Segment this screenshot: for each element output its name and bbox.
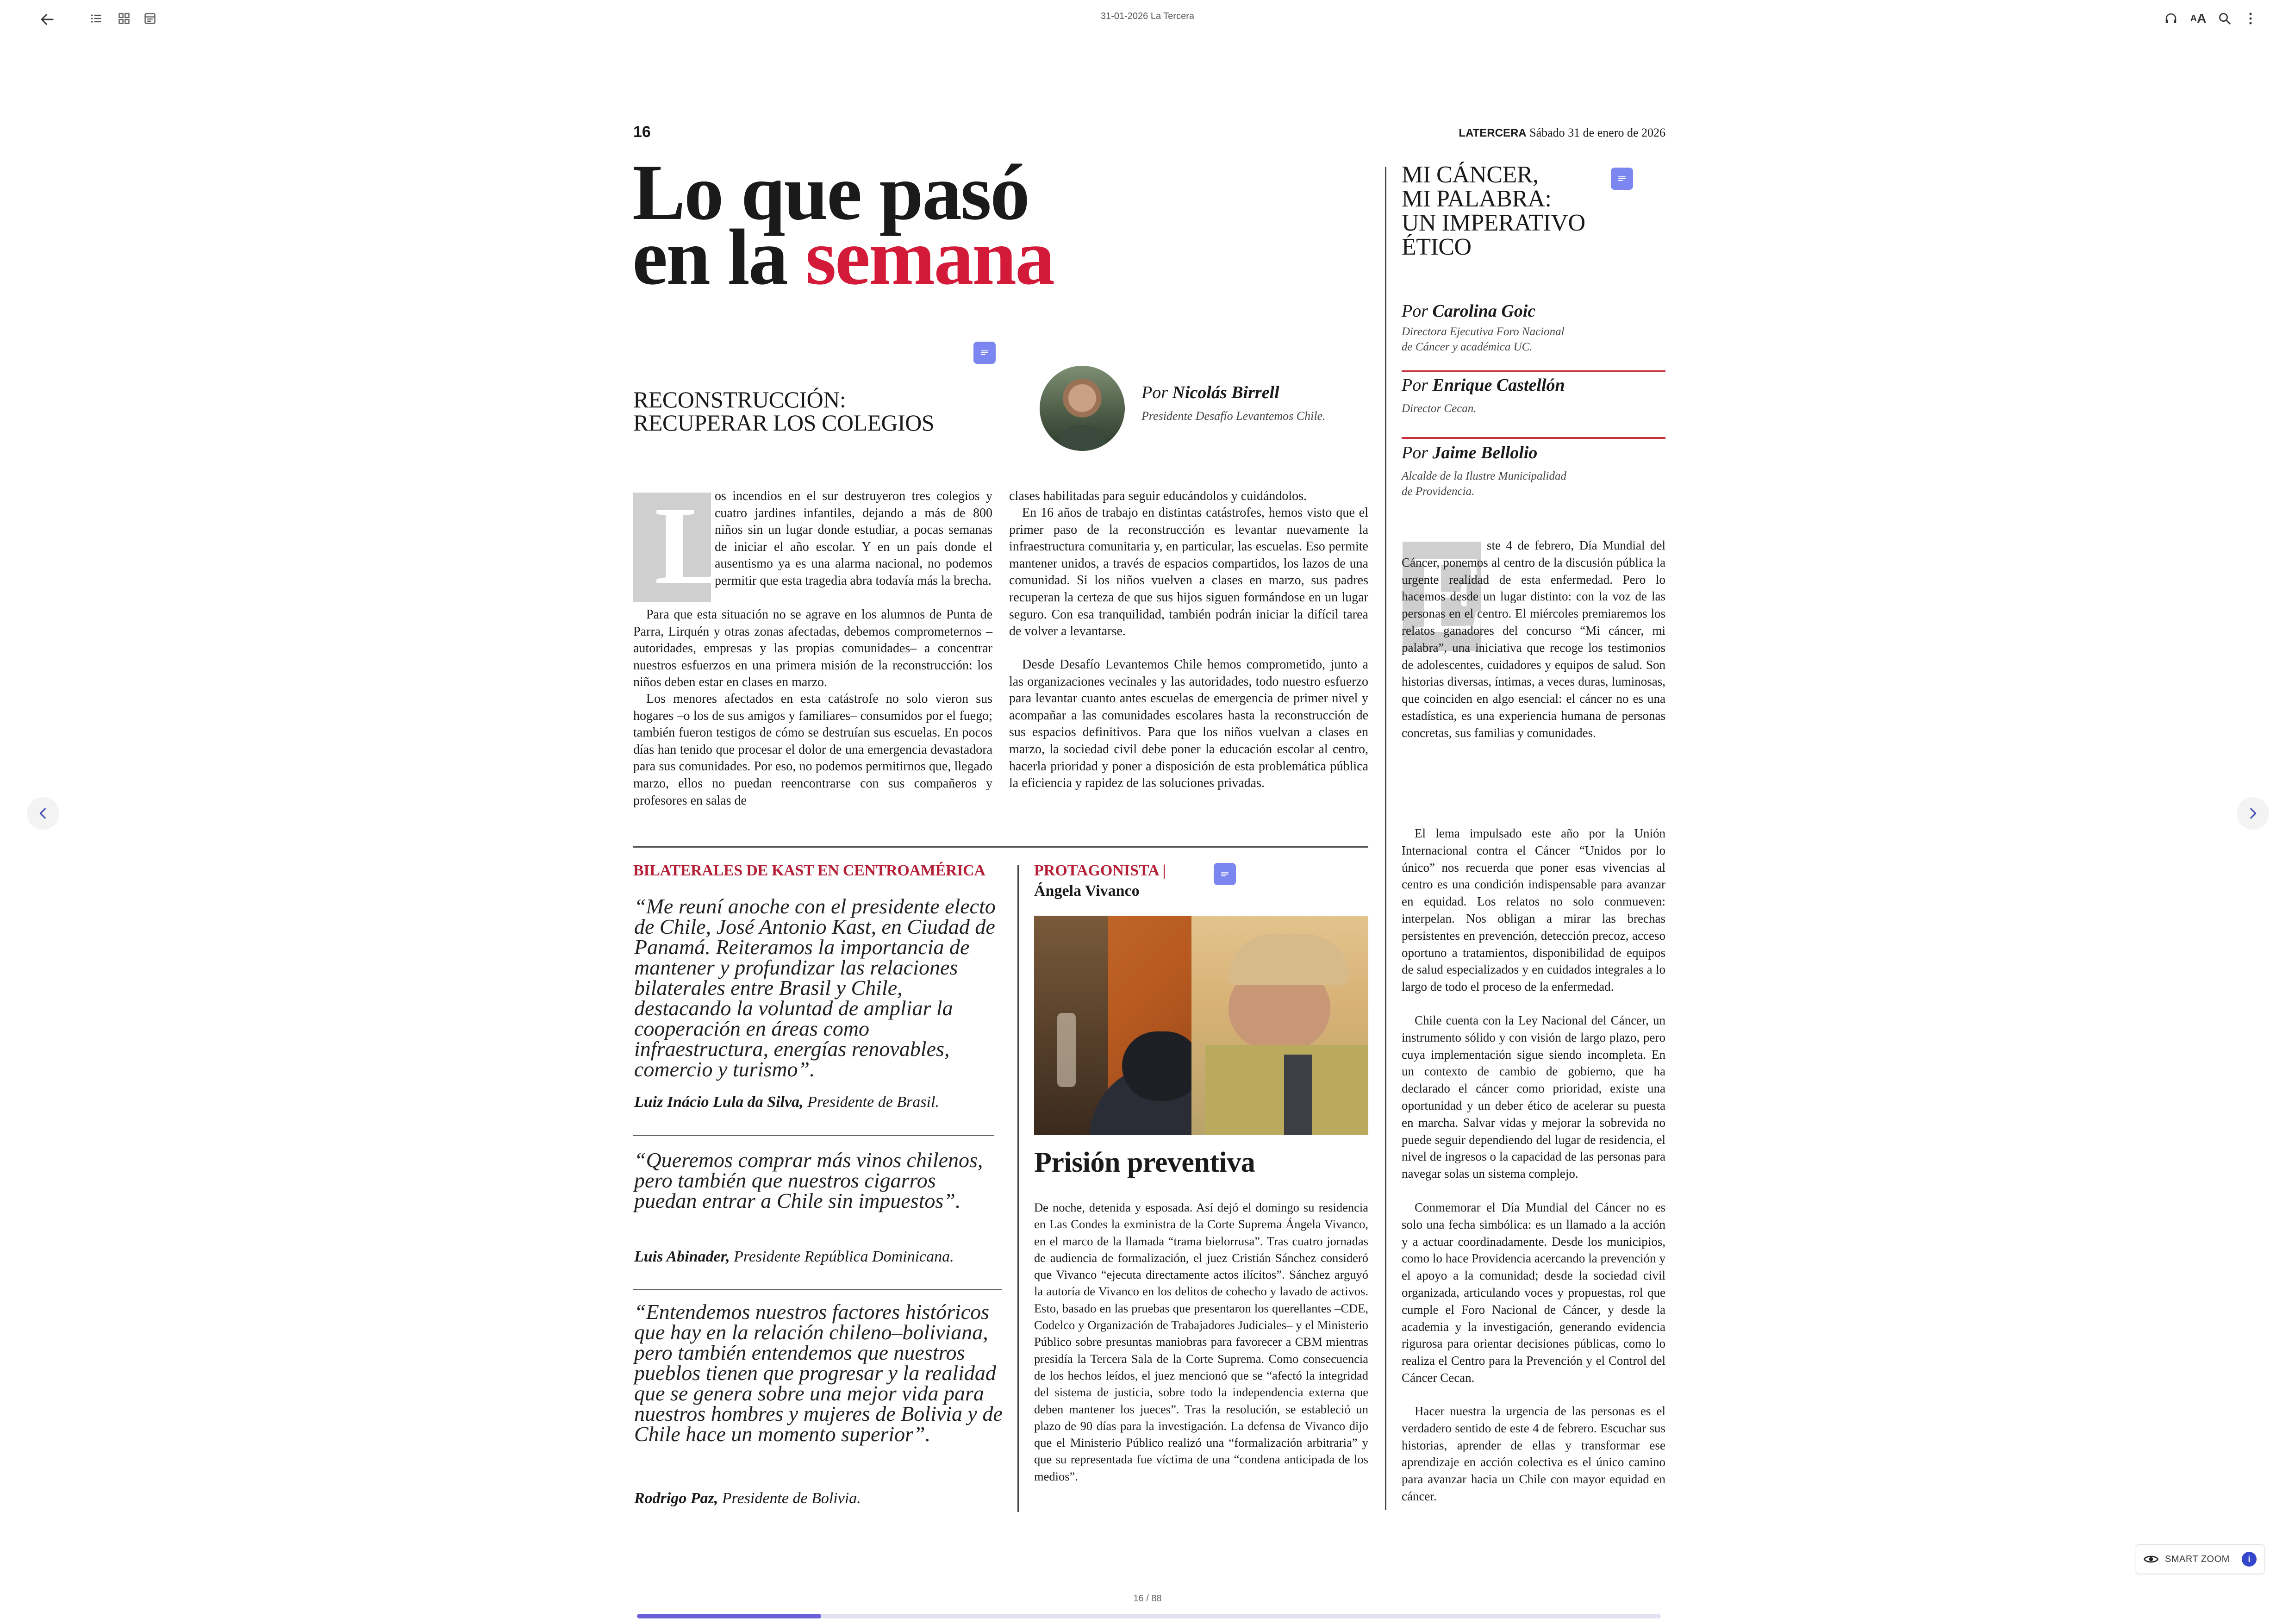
opinion-author-role: Directora Ejecutiva Foro Nacional de Cáncer y académica UC. [1402,325,1565,353]
headline-line-2: en la semana [632,213,1054,301]
opinion-author: Por Carolina Goic [1402,301,1536,321]
page-progress-track[interactable] [637,1614,1661,1618]
document-title: 31-01-2026 La Tercera [1101,11,1194,21]
article-title: RECONSTRUCCIÓN: RECUPERAR LOS COLEGIOS [633,387,935,436]
article-paragraph: Hacer nuestra la urgencia de las personas es el verdadero sentido de este 4 de febrero. Escuchar sus historias, aprender de ellas y transformar ese aprendizaje en acción colectiva es el único camino para avanzar hacia un Chile con mayor equidad en cáncer. [1402,1404,1665,1503]
section-heading: BILATERALES DE KAST EN CENTROAMÉRICA [633,862,985,879]
article-paragraph: Desde Desafío Levantemos Chile hemos comprometido, junto a las organizaciones vecinales y las autoridades, todo nuestro esfuerzo para levantar cuanto antes escuelas de emergencia de primer nivel y acompañar a las comunidades escolares hasta la reconstrucción de sus espacios definitivos. Para que los niños vuelvan a clases en marzo, la sociedad civil debe poner la educación escolar al centro, hacerla prioridad y poner a disposición de esta problemática pública la eficiencia y rapidez de las soluciones privadas. [1009,657,1368,791]
paper-brand: LATERCERA [1459,127,1527,139]
eye-icon [2144,1554,2158,1564]
summary-icon [1219,868,1230,880]
drop-cap: L [633,493,711,602]
author-divider [1402,370,1665,372]
section-divider [633,846,1368,848]
next-page-button[interactable] [2237,797,2269,830]
paper-masthead [1389,126,1665,140]
article-paragraph: Los menores afectados en esta catástrofe no solo vieron sus hogares –o los de sus amigos y familiares– consumidos por el fuego; también fueron testigos de cómo se destruían sus escuelas. En pocos días han tenido que procesar el dolor de una emergencia devastadora para sus comunidades. Por eso, no podemos permitirnos que, llegado marzo, ellos no puedan reencontrarse con sus compañeros y profesores en salas de [633,692,992,808]
author-divider [1402,437,1665,439]
article-paragraph: En 16 años de trabajo en distintas catástrofes, hemos visto que el primer paso de la reconstrucción es levantar nuevamente la infraestructura comunitaria y, en particular, las escuelas. Eso permite mantener unidos, a través de espacios compartidos, los lazos de una comunidad. Si los niños vuelven a clases en marzo, sus padres recuperan la certeza de que sus hijos siguen formándose en un lugar seguro. Con esa tranquilidad, también podrán iniciar la difícil tarea de volver a levantarse. [1009,506,1368,639]
smart-zoom-button[interactable] [2136,1544,2264,1574]
protagonista-label: PROTAGONISTA | [1034,862,1166,879]
column-divider [1385,167,1386,1510]
text-size-icon[interactable]: A A [2190,11,2207,25]
summary-button[interactable] [1611,168,1633,190]
summary-button[interactable] [1214,863,1236,885]
quote-text: “Entendemos nuestros factores históricos que hay en la relación chileno–boliviana, pero también entendemos que nuestros pueblos tienen que progresar y la realidad que se genera sobre una mejor vida para nuestros hombres y mujeres de Bolivia y de Chile hace un momento superior”. [634,1300,1003,1446]
chevron-left-icon [35,806,51,821]
author-avatar [1040,366,1125,451]
paper-date: Sábado 31 de enero de 2026 [1529,126,1665,139]
quote-attribution: Luiz Inácio Lula da Silva, Presidente de Brasil. [634,1093,939,1111]
news-photo [1034,916,1368,1135]
grid-view-icon[interactable] [115,9,133,28]
article-paragraph: ste 4 de febrero, Día Mundial del Cáncer, ponemos al centro de la discusión pública la urgente realidad de esta enfermedad. Pero lo hacemos desde un lugar distinto: con la voz de las personas en el centro. El miércoles premiaremos los relatos ganadores del concurso “Mi cáncer, mi palabra”, una iniciativa que recoge los testimonios de adolescentes, cuidadores y equipos de salud. Son historias diversas, íntimas, a veces duras, luminosas, que coinciden en algo esencial: el cáncer no es una estadística, es una experiencia humana de personas concretas, sus familias y comunidades. [1402,538,1665,740]
smart-zoom-label: SMART ZOOM [2165,1554,2230,1564]
more-options-icon[interactable] [2242,8,2259,29]
list-view-icon[interactable] [87,9,106,28]
opinion-author: Por Enrique Castellón [1402,375,1565,395]
opinion-title: MI CÁNCER, MI PALABRA: UN IMPERATIVO ÉTICO [1402,162,1585,260]
article-paragraph: Para que esta situación no se agrave en los alumnos de Punta de Parra, Lirquén y otras zonas afectadas, debemos comprometernos –autoridades, empresas y las propias comunidades– a concentrar nuestros esfuerzos en una primera misión de la reconstrucción: los niños deben estar en clases en marzo. [633,607,992,690]
page-indicator: 16 / 88 [1133,1593,1162,1604]
quote-text: “Queremos comprar más vinos chilenos, pero también que nuestros cigarros puedan entrar a Chile sin impuestos”. [634,1148,983,1212]
page-number: 16 [633,123,651,141]
summary-button[interactable] [973,342,996,364]
opinion-author-role: Director Cecan. [1402,402,1477,415]
main-headline [632,149,1054,301]
article-paragraph: El lema impulsado este año por la Unión Internacional contra el Cáncer “Unidos por lo único” nos recuerda que poner esas vivencias al centro es una condición indispensable para avanzar en equidad. Los relatos no solo conmueven: interpelan. Nos obligan a mirar las brechas persistentes en prevención, detección precoz, acceso oportuno a tratamientos, disponibilidad de equipos de salud especializados y en cuidados integrales a lo largo de todo el proceso de la enfermedad. [1402,826,1665,994]
article-paragraph: os incendios en el sur destruyeron tres colegios y cuatro jardines infantiles, dejando a más de 800 niños sin un lugar donde estudiar, a pocas semanas de iniciar el año escolar. Y en un país donde el ausentismo ya es una alarma nacional, no podemos permitir que esta tragedia abra todavía más la brecha. [715,489,992,588]
search-icon[interactable] [2214,8,2235,29]
headline-line-1: Lo que pasó [632,149,1029,237]
article-paragraph: clases habilitadas para seguir educándolos y cuidándolos. [1009,489,1307,503]
headline-highlight: semana [805,213,1054,301]
article-paragraph: Conmemorar el Día Mundial del Cáncer no es solo una fecha simbólica: es un llamado a la acción y a actuar coordinadamente. Desde los municipios, como lo hace Providencia acercando la prevención y el apoyo a la comunidad; desde la sociedad civil organizada, articulando voces y propuestas, rol que cumple el Foro Nacional de Cáncer, y desde la academia y la investigación, generando evidencia rigurosa para orientar decisiones públicas, como lo realiza el Centro para la Prevención y el Control del Cáncer Cecan. [1402,1200,1665,1385]
protagonista-name: Ángela Vivanco [1034,882,1140,899]
opinion-author: Por Jaime Bellolio [1402,443,1538,462]
opinion-author-role: Alcalde de la Ilustre Municipalidad de Providencia. [1402,470,1566,498]
summary-icon [1616,173,1628,184]
author-name: Nicolás Birrell [1172,383,1279,402]
author-role: Presidente Desafío Levantemos Chile. [1141,409,1326,423]
article-paragraph: Chile cuenta con la Ley Nacional del Cáncer, un instrumento sólido y con visión de largo plazo, pero cuya implementación sigue siendo incompleta. En un contexto de cambio de gobierno, que ha declarado el cáncer como prioridad, existe una oportunidad y un deber ético de acelerar su puesta en marcha. Salvar vidas y mejorar la sobrevida no puede seguir dependiendo del lugar de residencia, el nivel de ingresos o la capacidad de las personas para navegar solas un sistema complejo. [1402,1013,1665,1181]
info-badge[interactable]: i [2242,1552,2257,1567]
page-progress-fill [637,1614,821,1618]
previous-page-button[interactable] [27,797,59,830]
drop-cap: E [1403,542,1481,651]
author-byline: Por Nicolás Birrell [1141,383,1279,402]
column-divider [1017,865,1019,1512]
quote-text: “Me reuní anoche con el presidente electo de Chile, José Antonio Kast, en Ciudad de Panamá. Reiteramos la importancia de mantener y profundizar las relaciones bilaterales entre Brasil y Chile, destacando la voluntad de ampliar la cooperación en áreas como infraestructura, energías renovables, comercio y turismo”. [634,894,996,1081]
back-arrow-icon[interactable] [36,8,58,31]
chevron-right-icon [2245,806,2261,821]
protagonista-title: Prisión preventiva [1034,1147,1255,1178]
summary-icon [979,347,990,358]
quote-attribution: Rodrigo Paz, Presidente de Bolivia. [634,1490,861,1507]
quote-attribution: Luis Abinader, Presidente República Dominicana. [634,1248,954,1265]
quote-divider [633,1135,994,1136]
protagonista-body: De noche, detenida y esposada. Así dejó el domingo su residencia en Las Condes la exministra de la Corte Suprema Ángela Vivanco, en el marco de la llamada “trama bielorrusa”. Tras cuatro jornadas de audiencia de formalización, el juez Cristián Sánchez consideró que Vivanco “ejecuta directamente actos ilícitos”. Sánchez arguyó la autoría de Vivanco en los delitos de cohecho y lavado de activos. Esto, basado en las pruebas que presentaron los querellantes –CDE, Codelco y Organización de Trabajadores Judiciales– y el Ministerio Público sobre presuntas maniobras para favorecer a CBM mientras presidía la Tercera Sala de la Corte Suprema. Como consecuencia de los hechos leídos, el juez mencionó que se “afectó la integridad del sistema de justicia, sobre todo la independencia externa que deben mantener los jueces”. Tras la resolución, se estableció un plazo de 90 días para la investigación. La defensa de Vivanco dijo que el Ministerio Público realizó una “formalización arbitraria” y que su representada fue víctima de una “condena anticipada de los medios”. [1034,1200,1368,1483]
article-view-icon[interactable] [141,9,159,28]
quote-divider [633,1289,1002,1290]
headphones-icon[interactable] [2161,8,2181,29]
